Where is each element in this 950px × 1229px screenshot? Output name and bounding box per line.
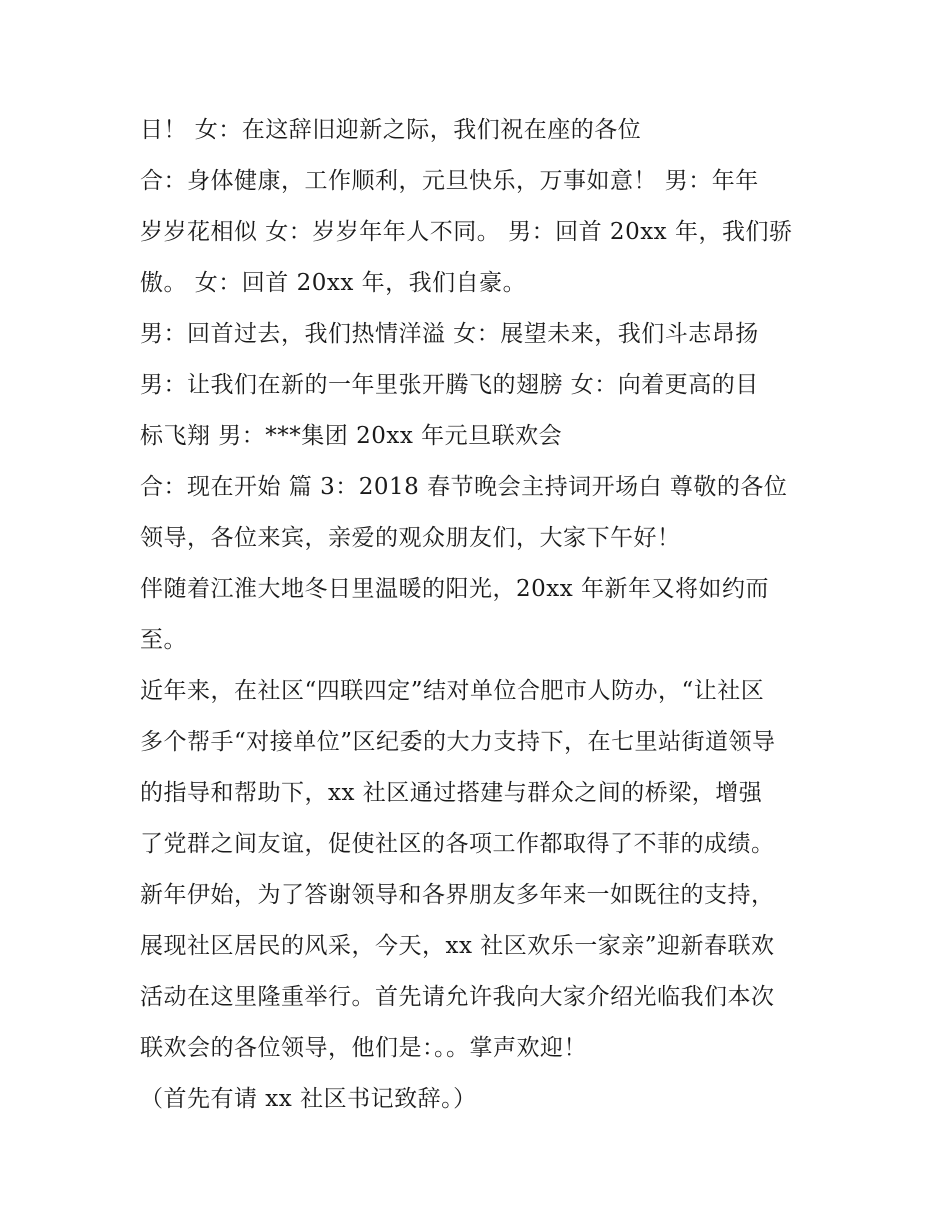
text-line: 活动在这里隆重举行。首先请允许我向大家介绍光临我们本次 bbox=[140, 984, 775, 1010]
text-line: 日！ 女：在这辞旧迎新之际，我们祝在座的各位 bbox=[140, 117, 642, 143]
text-line: 岁岁花相似 女：岁岁年年人不同。 男：回首 20xx 年，我们骄 bbox=[140, 219, 793, 245]
text-line: 傲。 女：回首 20xx 年，我们自豪。 bbox=[140, 270, 527, 296]
text-line: 合：身体健康，工作顺利，元旦快乐，万事如意！ 男：年年 bbox=[140, 168, 759, 194]
text-line: 的指导和帮助下，xx 社区通过搭建与群众之间的桥梁，增强 bbox=[140, 780, 763, 806]
text-line: 男：回首过去，我们热情洋溢 女：展望未来，我们斗志昂扬 bbox=[140, 321, 759, 347]
text-line: 联欢会的各位领导，他们是：。。掌声欢迎！ bbox=[140, 1035, 587, 1061]
text-line: 合：现在开始 篇 3：2018 春节晚会主持词开场白 尊敬的各位 bbox=[140, 474, 788, 500]
text-line: 男：让我们在新的一年里张开腾飞的翅膀 女：向着更高的目 bbox=[140, 372, 759, 398]
text-line: 标飞翔 男：***集团 20xx 年元旦联欢会 bbox=[140, 423, 563, 449]
text-line: （首先有请 xx 社区书记致辞。） bbox=[140, 1086, 477, 1112]
document-body bbox=[140, 108, 830, 1128]
text-line: 近年来，在社区“四联四定”结对单位合肥市人防办，“让社区 bbox=[140, 678, 765, 704]
text-line: 展现社区居民的风采，今天，xx 社区欢乐一家亲”迎新春联欢 bbox=[140, 933, 775, 959]
text-line: 新年伊始，为了答谢领导和各界朋友多年来一如既往的支持， bbox=[140, 882, 775, 908]
text-line: 伴随着江淮大地冬日里温暖的阳光，20xx 年新年又将如约而 bbox=[140, 576, 770, 602]
text-line: 多个帮手“对接单位”区纪委的大力支持下，在七里站街道领导 bbox=[140, 729, 776, 755]
text-line: 了党群之间友谊，促使社区的各项工作都取得了不菲的成绩。 bbox=[140, 831, 775, 857]
text-line: 领导，各位来宾，亲爱的观众朋友们，大家下午好！ bbox=[140, 525, 681, 551]
text-line: 至。 bbox=[140, 627, 187, 653]
